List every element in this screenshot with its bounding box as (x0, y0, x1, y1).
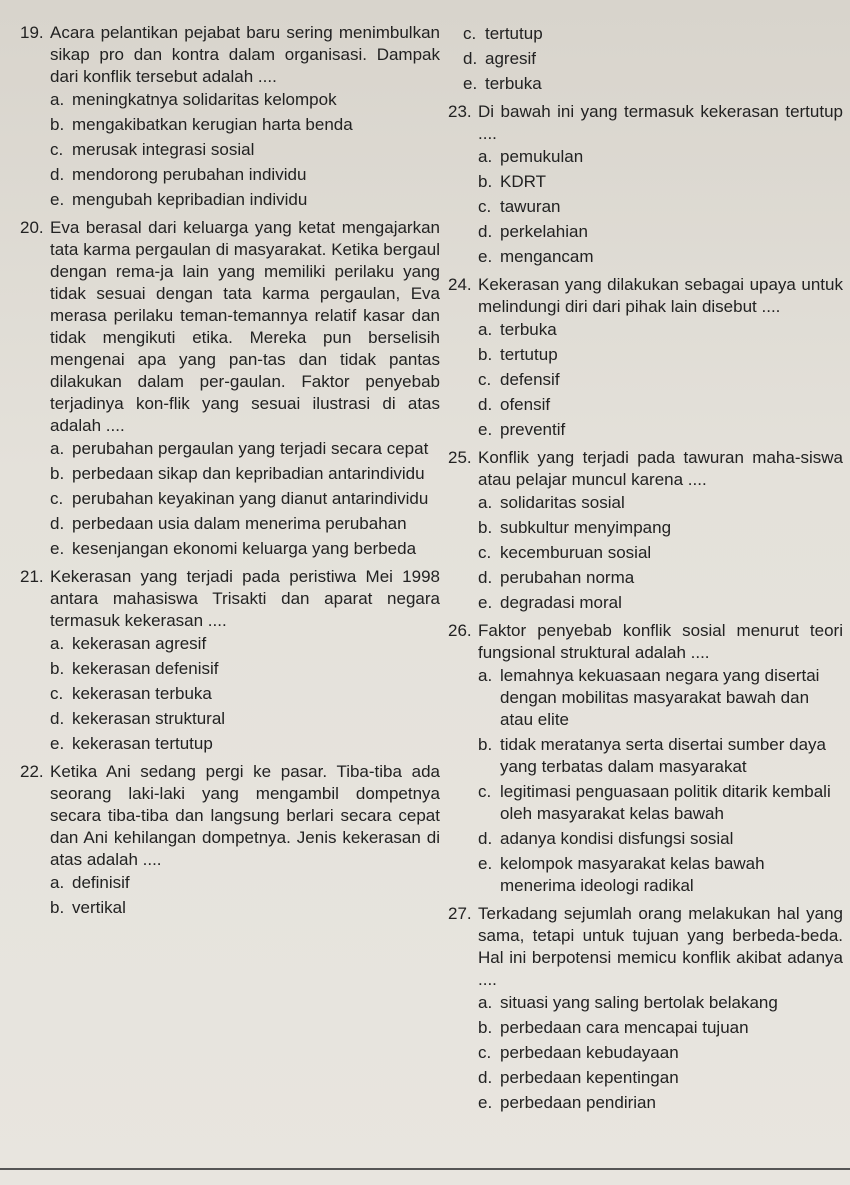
option-letter: c. (50, 489, 64, 508)
option-letter: e. (463, 74, 478, 93)
option-letter: b. (478, 172, 493, 191)
option-text: kekerasan tertutup (72, 734, 213, 753)
option-letter: e. (478, 854, 493, 873)
question-number: 25. (448, 448, 472, 467)
option-list (478, 492, 843, 614)
option-text: lemahnya kekuasaan negara yang disertai dengan mobilitas masyarakat bawah dan atau elite (500, 666, 820, 729)
option-text: preventif (500, 420, 566, 439)
question-27 (448, 903, 843, 1114)
question-26 (448, 620, 843, 897)
option-letter: b. (50, 898, 65, 917)
option-c[interactable] (478, 542, 843, 564)
option-text: vertikal (72, 898, 126, 917)
option-text: legitimasi penguasaan politik ditarik kembali oleh masyarakat kelas bawah (500, 782, 831, 823)
option-text: mengakibatkan kerugian harta benda (72, 115, 353, 134)
question-text: Eva berasal dari keluarga yang ketat mengajarkan tata karma pergaulan di masyarakat. Ketika bergaul dengan rema-ja lain yang memiliki perilaku yang tidak sesuai dengan tata karma pergaulan, Eva merasa perilaku teman-temannya relatif kasar dan tidak mengikuti etika. Mereka pun berselisih mengenai apa yang pan-tas dan tidak pantas dilakukan dalam per-gaulan. Faktor penyebab terjadinya kon-flik yang sesuai ilustrasi di atas adalah .... (50, 218, 440, 435)
option-text: perbedaan kebudayaan (500, 1043, 679, 1062)
option-letter: e. (50, 190, 65, 209)
option-letter: a. (478, 666, 493, 685)
option-letter: c. (478, 197, 492, 216)
option-b[interactable] (478, 1017, 843, 1039)
option-c[interactable] (50, 683, 440, 705)
option-b[interactable] (478, 734, 843, 778)
option-text: tertutup (485, 24, 543, 43)
option-a[interactable] (478, 492, 843, 514)
question-text: Kekerasan yang dilakukan sebagai upaya untuk melindungi diri dari pihak lain disebut .... (478, 275, 843, 316)
question-text: Faktor penyebab konflik sosial menurut teori fungsional struktural adalah .... (478, 621, 843, 662)
option-text: merusak integrasi sosial (72, 140, 255, 159)
option-d[interactable] (478, 567, 843, 589)
option-a[interactable] (50, 872, 440, 894)
option-e[interactable] (478, 592, 843, 614)
option-a[interactable] (50, 438, 440, 460)
option-letter: c. (50, 684, 64, 703)
option-text: meningkatnya solidaritas kelompok (72, 90, 337, 109)
option-letter: b. (478, 735, 493, 754)
option-e[interactable] (478, 246, 843, 268)
option-letter: d. (50, 709, 65, 728)
question-text: Terkadang sejumlah orang melakukan hal yang sama, tetapi untuk tujuan yang berbeda-beda. Hal ini berpotensi memicu konflik akibat adanya .... (478, 904, 843, 989)
question-22 (20, 761, 440, 919)
option-text: kekerasan agresif (72, 634, 207, 653)
left-column (20, 22, 440, 925)
question-text: Acara pelantikan pejabat baru sering menimbulkan sikap pro dan kontra dalam organisasi. Dampak dari konflik tersebut adalah .... (50, 23, 440, 86)
option-text: terbuka (485, 74, 542, 93)
question-number: 26. (448, 621, 472, 640)
option-text: perbedaan cara mencapai tujuan (500, 1018, 749, 1037)
question-number: 27. (448, 904, 472, 923)
option-letter: d. (478, 222, 493, 241)
option-list (50, 633, 440, 755)
question-number: 24. (448, 275, 472, 294)
option-letter: b. (50, 115, 65, 134)
option-letter: c. (50, 140, 64, 159)
option-d[interactable] (478, 828, 843, 850)
option-b[interactable] (50, 658, 440, 680)
option-d[interactable] (478, 394, 843, 416)
option-letter: b. (478, 345, 493, 364)
option-letter: a. (50, 634, 65, 653)
option-text: defensif (500, 370, 560, 389)
option-text: perbedaan usia dalam menerima perubahan (72, 514, 407, 533)
option-text: mengubah kepribadian individu (72, 190, 308, 209)
question-text: Ketika Ani sedang pergi ke pasar. Tiba-tiba ada seorang laki-laki yang mengambil dompetnya secara tiba-tiba dan langsung berlari secara cepat dan Ani kehilangan dompetnya. Jenis kekerasan di atas adalah .... (50, 762, 440, 869)
option-c[interactable] (478, 369, 843, 391)
option-text: kekerasan struktural (72, 709, 226, 728)
option-a[interactable] (478, 665, 843, 731)
option-e[interactable] (50, 189, 440, 211)
option-d[interactable] (50, 708, 440, 730)
option-text: tertutup (500, 345, 558, 364)
option-e[interactable] (50, 538, 440, 560)
option-text: perkelahian (500, 222, 588, 241)
option-c[interactable] (478, 196, 843, 218)
option-list (478, 992, 843, 1114)
option-letter: b. (478, 518, 493, 537)
option-text: degradasi moral (500, 593, 622, 612)
option-list (478, 146, 843, 268)
option-text: kecemburuan sosial (500, 543, 652, 562)
question-25 (448, 447, 843, 614)
option-text: pemukulan (500, 147, 584, 166)
option-b[interactable] (478, 517, 843, 539)
option-text: kekerasan defenisif (72, 659, 219, 678)
option-letter: d. (478, 829, 493, 848)
option-letter: c. (478, 370, 492, 389)
option-letter: c. (463, 24, 477, 43)
option-list (478, 319, 843, 441)
question-23 (448, 101, 843, 268)
option-e[interactable] (478, 1092, 843, 1114)
option-letter: d. (478, 1068, 493, 1087)
right-column (448, 22, 843, 1120)
option-letter: a. (478, 320, 493, 339)
question-19 (20, 22, 440, 211)
option-letter: e. (478, 247, 493, 266)
option-letter: e. (478, 593, 493, 612)
option-b[interactable] (50, 114, 440, 136)
option-text: perbedaan sikap dan kepribadian antarindividu (72, 464, 425, 483)
option-c[interactable] (463, 23, 843, 45)
option-c[interactable] (478, 781, 843, 825)
option-c[interactable] (50, 139, 440, 161)
option-b[interactable] (478, 344, 843, 366)
option-letter: a. (478, 493, 493, 512)
option-a[interactable] (478, 319, 843, 341)
question-number: 20. (20, 218, 44, 237)
option-c[interactable] (478, 1042, 843, 1064)
option-letter: c. (478, 543, 492, 562)
option-a[interactable] (478, 992, 843, 1014)
option-letter: e. (50, 539, 65, 558)
question-text: Kekerasan yang terjadi pada peristiwa Mei 1998 antara mahasiswa Trisakti dan aparat negara termasuk kekerasan .... (50, 567, 440, 630)
option-text: situasi yang saling bertolak belakang (500, 993, 778, 1012)
option-text: terbuka (500, 320, 557, 339)
option-text: mendorong perubahan individu (72, 165, 307, 184)
option-letter: c. (478, 1043, 492, 1062)
option-letter: d. (478, 568, 493, 587)
question-19-continued-options (463, 23, 843, 95)
option-letter: c. (478, 782, 492, 801)
option-text: agresif (485, 49, 537, 68)
option-text: kesenjangan ekonomi keluarga yang berbeda (72, 539, 417, 558)
question-number: 19. (20, 23, 44, 42)
option-text: mengancam (500, 247, 594, 266)
option-list (50, 89, 440, 211)
option-text: kelompok masyarakat kelas bawah menerima ideologi radikal (500, 854, 765, 895)
option-list (478, 665, 843, 897)
option-text: tidak meratanya serta disertai sumber daya yang terbatas dalam masyarakat (500, 735, 826, 776)
option-letter: a. (478, 147, 493, 166)
option-letter: a. (50, 439, 65, 458)
option-letter: e. (50, 734, 65, 753)
option-b[interactable] (478, 171, 843, 193)
option-c[interactable] (50, 488, 440, 510)
option-e[interactable] (478, 853, 843, 897)
option-d[interactable] (463, 48, 843, 70)
option-letter: a. (478, 993, 493, 1012)
option-a[interactable] (50, 89, 440, 111)
question-24 (448, 274, 843, 441)
option-text: perbedaan kepentingan (500, 1068, 679, 1087)
option-letter: d. (50, 165, 65, 184)
option-letter: d. (50, 514, 65, 533)
option-letter: d. (463, 49, 478, 68)
option-text: KDRT (500, 172, 546, 191)
page-bottom-rule (0, 1168, 850, 1170)
option-text: definisif (72, 873, 130, 892)
option-d[interactable] (50, 164, 440, 186)
option-a[interactable] (478, 146, 843, 168)
option-text: solidaritas sosial (500, 493, 625, 512)
option-letter: b. (478, 1018, 493, 1037)
option-list (50, 438, 440, 560)
option-letter: a. (50, 90, 65, 109)
option-text: kekerasan terbuka (72, 684, 212, 703)
option-text: ofensif (500, 395, 551, 414)
option-b[interactable] (50, 463, 440, 485)
option-text: perubahan norma (500, 568, 635, 587)
option-letter: e. (478, 420, 493, 439)
option-list (50, 872, 440, 919)
question-21 (20, 566, 440, 755)
option-letter: a. (50, 873, 65, 892)
option-e[interactable] (463, 73, 843, 95)
option-text: perubahan keyakinan yang dianut antarindividu (72, 489, 429, 508)
question-20 (20, 217, 440, 560)
option-text: adanya kondisi disfungsi sosial (500, 829, 734, 848)
option-d[interactable] (478, 1067, 843, 1089)
question-number: 23. (448, 102, 472, 121)
option-letter: b. (50, 659, 65, 678)
option-b[interactable] (50, 897, 440, 919)
option-letter: b. (50, 464, 65, 483)
option-text: perubahan pergaulan yang terjadi secara cepat (72, 439, 429, 458)
option-text: perbedaan pendirian (500, 1093, 656, 1112)
question-number: 22. (20, 762, 44, 781)
option-letter: d. (478, 395, 493, 414)
option-e[interactable] (50, 733, 440, 755)
option-d[interactable] (50, 513, 440, 535)
option-text: subkultur menyimpang (500, 518, 672, 537)
option-d[interactable] (478, 221, 843, 243)
option-letter: e. (478, 1093, 493, 1112)
question-text: Di bawah ini yang termasuk kekerasan tertutup .... (478, 102, 843, 143)
question-number: 21. (20, 567, 44, 586)
option-a[interactable] (50, 633, 440, 655)
option-e[interactable] (478, 419, 843, 441)
question-text: Konflik yang terjadi pada tawuran maha-siswa atau pelajar muncul karena .... (478, 448, 843, 489)
option-text: tawuran (500, 197, 561, 216)
